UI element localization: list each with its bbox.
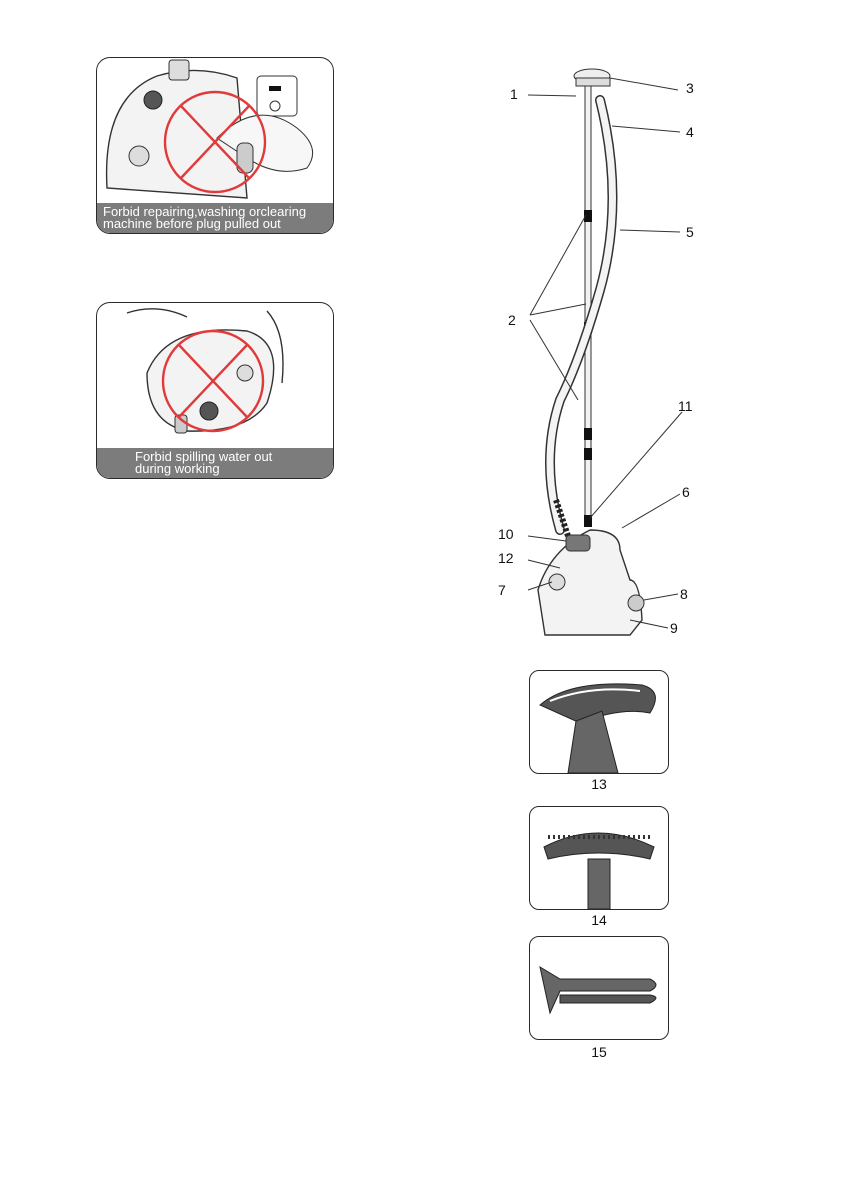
callout-2: 2 <box>508 312 516 328</box>
callout-4: 4 <box>686 124 694 140</box>
garment-steamer-diagram <box>490 60 720 650</box>
accessory-label-15: 15 <box>591 1044 607 1060</box>
callout-10: 10 <box>498 526 514 542</box>
accessory-label-14: 14 <box>591 912 607 928</box>
callout-8: 8 <box>680 586 688 602</box>
brush-head-illustration <box>530 807 668 909</box>
warning-caption-line2: machine before plug pulled out <box>103 216 281 231</box>
crease-clip-illustration <box>530 937 668 1039</box>
callout-9: 9 <box>670 620 678 636</box>
garment-steamer-illustration <box>490 60 720 650</box>
accessory-panel-13 <box>529 670 669 774</box>
callout-6: 6 <box>682 484 690 500</box>
callout-7: 7 <box>498 582 506 598</box>
callout-11: 11 <box>678 398 693 414</box>
callout-12: 12 <box>498 550 514 566</box>
callout-5: 5 <box>686 224 694 240</box>
accessory-panel-15 <box>529 936 669 1040</box>
hanger-head-illustration <box>530 671 668 773</box>
warning-caption-line1: Forbid repairing,washing orclearing <box>103 204 307 219</box>
accessory-panel-14 <box>529 806 669 910</box>
accessory-label-13: 13 <box>591 776 607 792</box>
callout-1: 1 <box>510 86 518 102</box>
warning-caption-line1: Forbid spilling water out <box>135 449 273 464</box>
warning-caption <box>97 448 333 478</box>
callout-3: 3 <box>686 80 694 96</box>
warning-caption <box>97 203 333 233</box>
warning-panel-spill <box>96 302 334 479</box>
warning-caption-line2: during working <box>135 461 220 476</box>
warning-panel-unplug <box>96 57 334 234</box>
